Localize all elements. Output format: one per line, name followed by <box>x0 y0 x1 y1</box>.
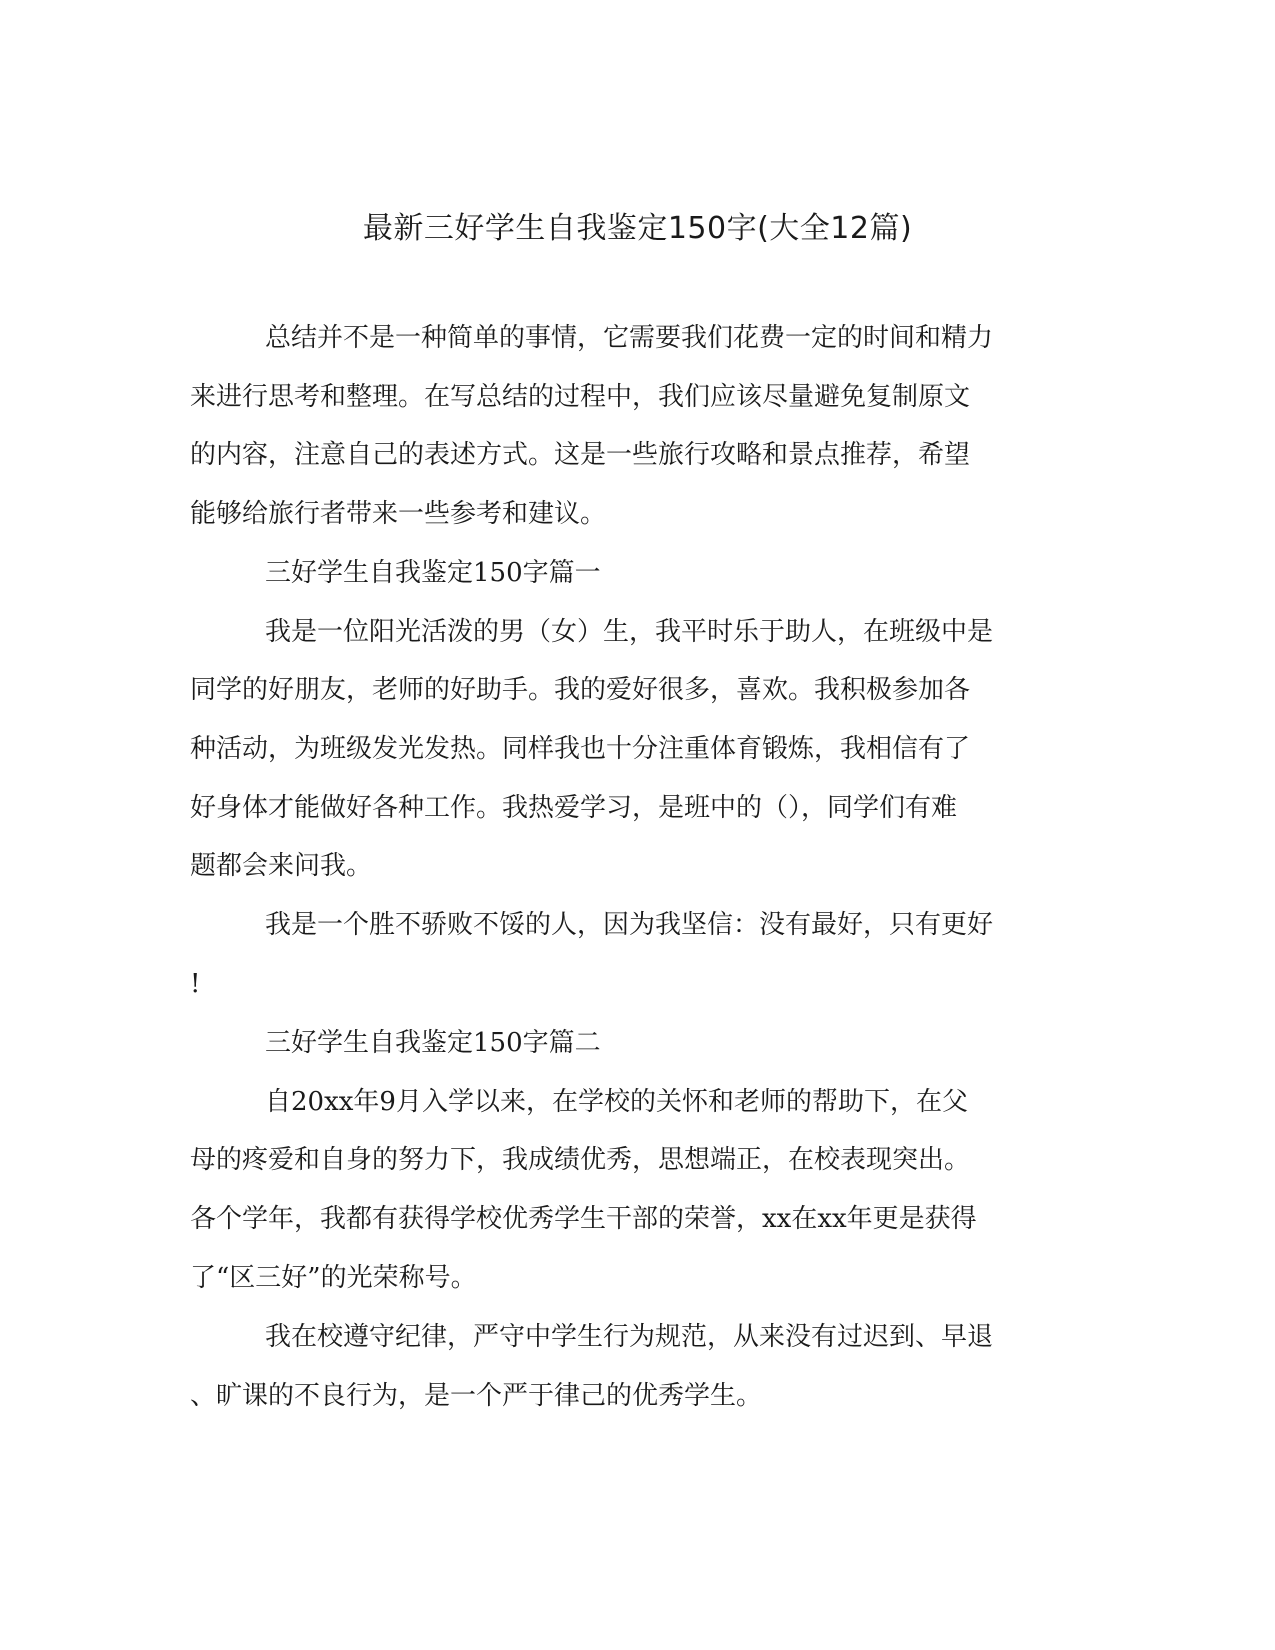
paragraph-line: 好身体才能做好各种工作。我热爱学习，是班中的（），同学们有难 <box>190 793 958 823</box>
paragraph-line: 了“区三好”的光荣称号。 <box>190 1263 477 1293</box>
paragraph-line: 总结并不是一种简单的事情，它需要我们花费一定的时间和精力 <box>265 323 994 353</box>
paragraph-line: 、旷课的不良行为，是一个严于律己的优秀学生。 <box>190 1381 763 1411</box>
paragraph-line: 来进行思考和整理。在写总结的过程中，我们应该尽量避免复制原文 <box>190 382 971 412</box>
paragraph-line: 能够给旅行者带来一些参考和建议。 <box>190 499 607 529</box>
paragraph-line: 母的疼爱和自身的努力下，我成绩优秀，思想端正，在校表现突出。 <box>190 1145 971 1175</box>
section-heading: 三好学生自我鉴定150字篇二 <box>265 1028 601 1058</box>
paragraph-line: 题都会来问我。 <box>190 851 373 881</box>
paragraph-line: 各个学年，我都有获得学校优秀学生干部的荣誉，xx在xx年更是获得 <box>190 1204 977 1234</box>
paragraph-line: 我是一个胜不骄败不馁的人，因为我坚信：没有最好，只有更好 <box>265 910 994 940</box>
paragraph-line: ! <box>190 969 201 999</box>
paragraph-line: 同学的好朋友，老师的好助手。我的爱好很多，喜欢。我积极参加各 <box>190 675 971 705</box>
paragraph-line: 自20xx年9月入学以来，在学校的关怀和老师的帮助下，在父 <box>265 1087 968 1117</box>
paragraph-line: 我在校遵守纪律，严守中学生行为规范，从来没有过迟到、早退 <box>265 1322 994 1352</box>
paragraph-line: 种活动，为班级发光发热。同样我也十分注重体育锻炼，我相信有了 <box>190 734 971 764</box>
paragraph-line: 我是一位阳光活泼的男（女）生，我平时乐于助人，在班级中是 <box>265 617 994 647</box>
section-heading: 三好学生自我鉴定150字篇一 <box>265 558 601 588</box>
paragraph-line: 的内容，注意自己的表述方式。这是一些旅行攻略和景点推荐，希望 <box>190 440 971 470</box>
document-title: 最新三好学生自我鉴定150字(大全12篇) <box>362 211 913 246</box>
